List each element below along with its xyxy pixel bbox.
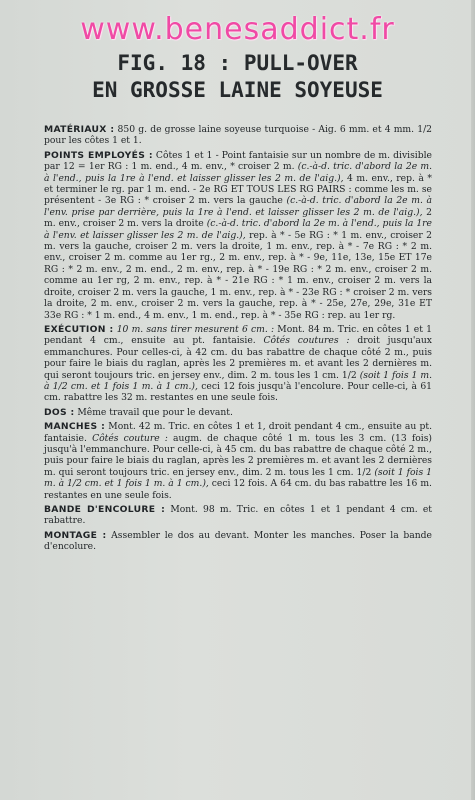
title-line-1: FIG. 18 : PULL-OVER	[117, 51, 358, 75]
section-text: Mont. 84 m. Tric. en côtes 1 et 1 pendant 4 cm., ensuite au pt. fantaisie.	[44, 323, 432, 347]
section-text: ceci 12 fois. A 64 cm. du bas rabattre les 16 m. restantes en une seule fois.	[44, 478, 432, 501]
section-italic: (soit 1 fois 1 m. à 1/2 cm. et 1 fois 1 m. à 1 cm.),	[44, 369, 432, 392]
section-text: droit jusqu'aux emmanchures. Pour celles-ci, à 42 cm. du bas rabattre de chaque côté 2 m., puis pour faire le biais du raglan, après les 2 premières m. et avant les 2 dernières m. qui seront toujours tric. en jersey env., dim. 2 m. tous les 1 cm. 1/2	[44, 335, 432, 381]
section-text: Côtes 1 et 1 - Point fantaisie sur un nombre de m. divisible par 12 = 1er RG : 1 m. end., 4 m. env., * croiser 2 m.	[44, 149, 432, 173]
pattern-text	[44, 124, 432, 556]
section-montage	[44, 530, 432, 553]
section-bande-encolure	[44, 504, 432, 527]
section-text: 4 m. env., rep. à * et terminer le rg. par 1 m. end. - 2e RG ET TOUS LES RG PAIRS : comme les m. se présentent - 3e RG : * croiser 2 m. vers la gauche	[44, 172, 432, 207]
section-label: MONTAGE :	[44, 529, 107, 541]
section-label: MANCHES :	[44, 421, 106, 433]
section-text: Mont. 98 m. Tric. en côtes 1 et 1 pendant 4 cm. et rabattre.	[44, 504, 432, 527]
section-text: augm. de chaque côté 1 m. tous les 3 cm. (13 fois) jusqu'à l'emmanchure. Pour celle-ci, à 45 cm. du bas rabattre de chaque côté 2 m., puis pour faire le biais du raglan, après les 2 premières m. et avant les 2 dernières m. qui seront toujours tric. en jersey env., dim. 2 m. tous les 1 cm. 1/2	[44, 432, 432, 478]
section-italic: (c.-à-d. tric. d'abord la 2e m. à l'env. prise par derrière, puis la 1re à l'end. et laisser glisser les 2 m. de l'aig.),	[44, 195, 432, 218]
section-label: EXÉCUTION :	[44, 323, 114, 335]
section-label: DOS :	[44, 406, 75, 418]
section-italic: 10 m. sans tirer mesurent 6 cm. :	[113, 323, 275, 335]
section-italic: (soit 1 fois 1 m. à 1/2 cm. et 1 fois 1 m. à 1 cm.),	[44, 466, 433, 490]
section-text: 2 m. env., croiser 2 m. vers la droite	[44, 206, 432, 230]
section-text: rep. à * - 5e RG : * 1 m. env., croiser 2 m. vers la gauche, croiser 2 m. vers la droite, 1 m. env., rep. à * - 7e RG : * 2 m. env., croiser 2 m. comme au 1er rg., 2 m. env., rep. à * - 9e, 11e, 13e, 15e ET 17e RG : * 2 m. env., 2 m. end., 2 m. env., rep. à * - 19e RG : * 2 m. env., croiser 2 m. comme au 1er rg, 2 m. env., rep. à * - 21e RG : * 1 m. env., croiser 2 m. vers la droite, croiser 2 m. vers la gauche, 1 m. env., rep. à * - 23e RG : * croiser 2 m. vers la droite, 2 m. env., croiser 2 m. vers la gauche, rep. à * - 25e, 27e, 29e, 31e ET 33e RG : * 1 m. end., 4 m. env., 1 m. end., rep. à * - 35e RG : rep. au 1er rg.	[44, 229, 432, 321]
section-italic: (c.-à-d. tric. d'abord la 2e m. à l'end., puis la 1re à l'end. et laisser glisser les 2 m. de l'aig.),	[44, 161, 433, 184]
section-text: ceci 12 fois jusqu'à l'encolure. Pour celle-ci, à 61 cm. rabattre les 32 m. restantes en une seule fois.	[44, 380, 433, 404]
section-text: Même travail que pour le devant.	[74, 406, 233, 418]
section-text: Assembler le dos au devant. Monter les manches. Poser la bande d'encolure.	[44, 529, 432, 553]
section-label: MATÉRIAUX :	[44, 124, 115, 135]
section-italic: Côtés coutures :	[263, 335, 350, 347]
section-points	[44, 150, 432, 321]
section-italic: (c.-à-d. tric. d'abord la 2e m. à l'end., puis la 1re à l'env. et laisser glisser les 2 m. de l'aig.),	[44, 218, 432, 241]
section-label: POINTS EMPLOYÉS :	[44, 149, 153, 161]
watermark: www.benesaddict.fr	[80, 12, 395, 47]
title-line-2: EN GROSSE LAINE SOYEUSE	[92, 78, 383, 102]
section-text: Mont. 42 m. Tric. en côtes 1 et 1, droit pendant 4 cm., ensuite au pt. fantaisie.	[44, 421, 432, 444]
section-execution	[44, 324, 432, 404]
section-dos	[44, 407, 432, 418]
section-text: 850 g. de grosse laine soyeuse turquoise - Aig. 6 mm. et 4 mm. 1/2 pour les côtes 1 et 1.	[44, 124, 433, 147]
page-edge	[471, 0, 475, 800]
section-label: BANDE D'ENCOLURE :	[44, 504, 166, 515]
section-manches	[44, 421, 432, 501]
page-title	[0, 50, 475, 104]
section-italic: Côtés couture :	[92, 432, 168, 444]
section-materiaux	[44, 124, 432, 147]
